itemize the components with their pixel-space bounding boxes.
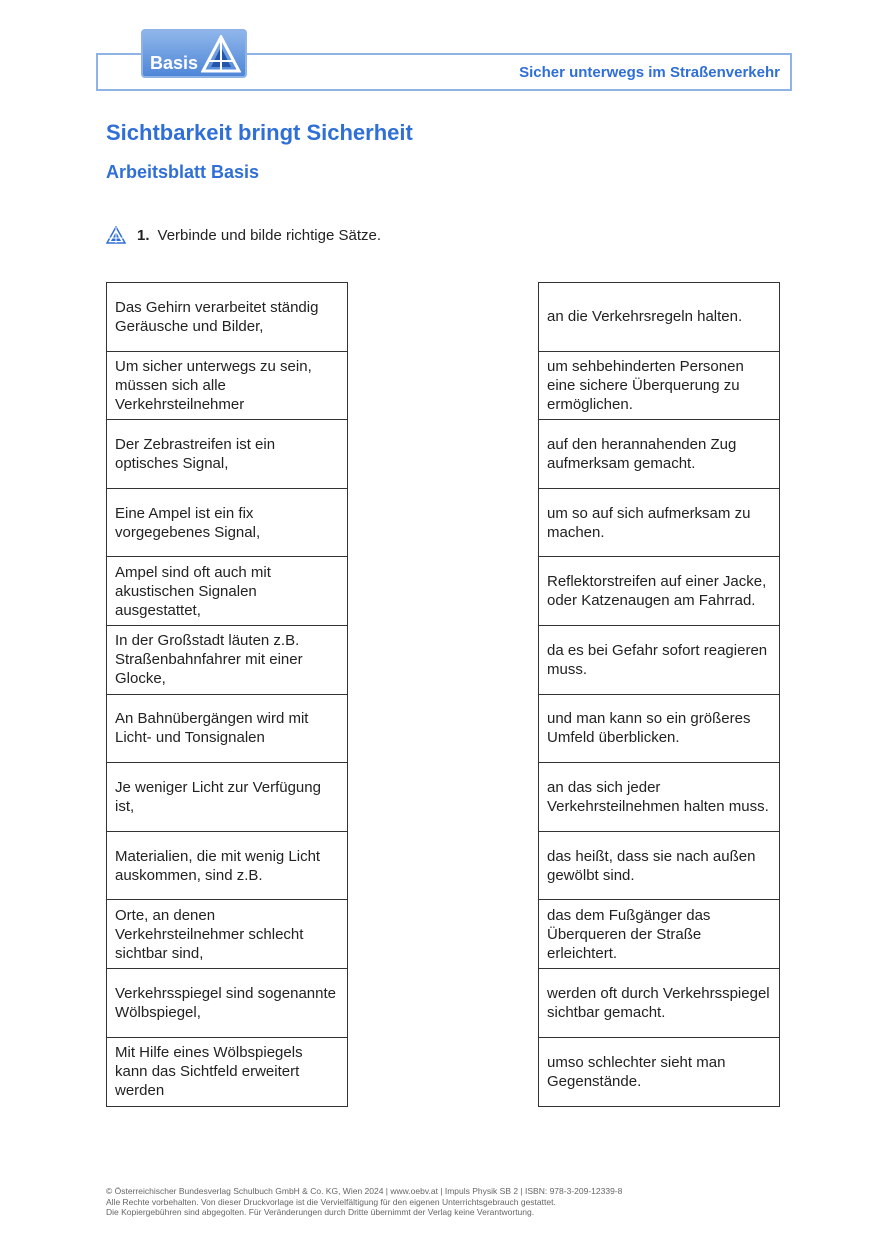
right-cell[interactable]: umso schlechter sieht man Gegenstände.: [547, 1053, 726, 1090]
triangle-logo-icon: [201, 35, 241, 73]
left-cell[interactable]: Verkehrsspiegel sind sogenannte Wölbspiegel,: [107, 969, 347, 1038]
left-cell[interactable]: Der Zebrastreifen ist ein optisches Signal,: [107, 420, 347, 489]
basis-logo: [141, 29, 247, 78]
left-cell[interactable]: Je weniger Licht zur Verfügung ist,: [107, 763, 347, 832]
right-sentence-column: [538, 282, 780, 1107]
right-cell[interactable]: das heißt, dass sie nach außen gewölbt sind.: [539, 832, 779, 901]
left-cell[interactable]: Mit Hilfe eines Wölbspiegels kann das Sichtfeld erweitert werden: [115, 1044, 303, 1100]
logo-text: Basis: [150, 53, 199, 73]
page-subtitle: Arbeitsblatt Basis: [106, 162, 260, 182]
page-title: Sichtbarkeit bringt Sicherheit: [106, 120, 413, 145]
left-cell[interactable]: Ampel sind oft auch mit akustischen Signalen ausgestattet,: [107, 557, 347, 626]
right-cell[interactable]: und man kann so ein größeres Umfeld überblicken.: [539, 695, 779, 764]
basis-level-icon: [106, 226, 126, 244]
right-cell[interactable]: auf den herannahenden Zug aufmerksam gemacht.: [539, 420, 779, 489]
right-cell[interactable]: Reflektorstreifen auf einer Jacke, oder Katzenaugen am Fahrrad.: [539, 557, 779, 626]
task-instruction: [106, 226, 381, 244]
task-text: Verbinde und bilde richtige Sätze.: [157, 226, 381, 244]
left-cell[interactable]: Eine Ampel ist ein fix vorgegebenes Signal,: [107, 489, 347, 558]
left-cell[interactable]: Das Gehirn verarbeitet ständig Geräusche und Bilder,: [107, 283, 347, 352]
footer-copyright: [106, 1186, 622, 1218]
left-cell[interactable]: An Bahnübergängen wird mit Licht- und Tonsignalen: [107, 695, 347, 764]
right-cell[interactable]: werden oft durch Verkehrsspiegel sichtbar gemacht.: [539, 969, 779, 1038]
footer-line: Die Kopiergebühren sind abgegolten. Für Veränderungen durch Dritte übernimmt der Verlag keine Verantwortung.: [106, 1207, 535, 1217]
right-cell[interactable]: da es bei Gefahr sofort reagieren muss.: [539, 626, 779, 695]
left-cell[interactable]: Orte, an denen Verkehrsteilnehmer schlecht sichtbar sind,: [107, 900, 347, 969]
left-cell[interactable]: Materialien, die mit wenig Licht auskommen, sind z.B.: [107, 832, 347, 901]
task-number: 1.: [137, 226, 150, 244]
header-title: Sicher unterwegs im Straßenverkehr: [519, 64, 780, 81]
right-cell[interactable]: um sehbehinderten Personen eine sichere Überquerung zu ermöglichen.: [539, 352, 779, 421]
footer-line: © Österreichischer Bundesverlag Schulbuch GmbH & Co. KG, Wien 2024 | www.oebv.at | Impuls Physik SB 2 | ISBN: 978-3-209-12339-8: [106, 1186, 623, 1196]
right-cell[interactable]: an das sich jeder Verkehrsteilnehmen halten muss.: [539, 763, 779, 832]
left-cell[interactable]: Um sicher unterwegs zu sein, müssen sich alle Verkehrsteilnehmer: [107, 352, 347, 421]
right-cell[interactable]: das dem Fußgänger das Überqueren der Straße erleichtert.: [539, 900, 779, 969]
left-cell[interactable]: In der Großstadt läuten z.B. Straßenbahnfahrer mit einer Glocke,: [107, 626, 347, 695]
right-cell[interactable]: um so auf sich aufmerksam zu machen.: [539, 489, 779, 558]
footer-line: Alle Rechte vorbehalten. Von dieser Druckvorlage ist die Vervielfältigung für den eigenen Unterrichtsgebrauch gestattet.: [106, 1196, 556, 1207]
left-sentence-column: [106, 282, 348, 1107]
right-cell[interactable]: an die Verkehrsregeln halten.: [539, 283, 779, 352]
